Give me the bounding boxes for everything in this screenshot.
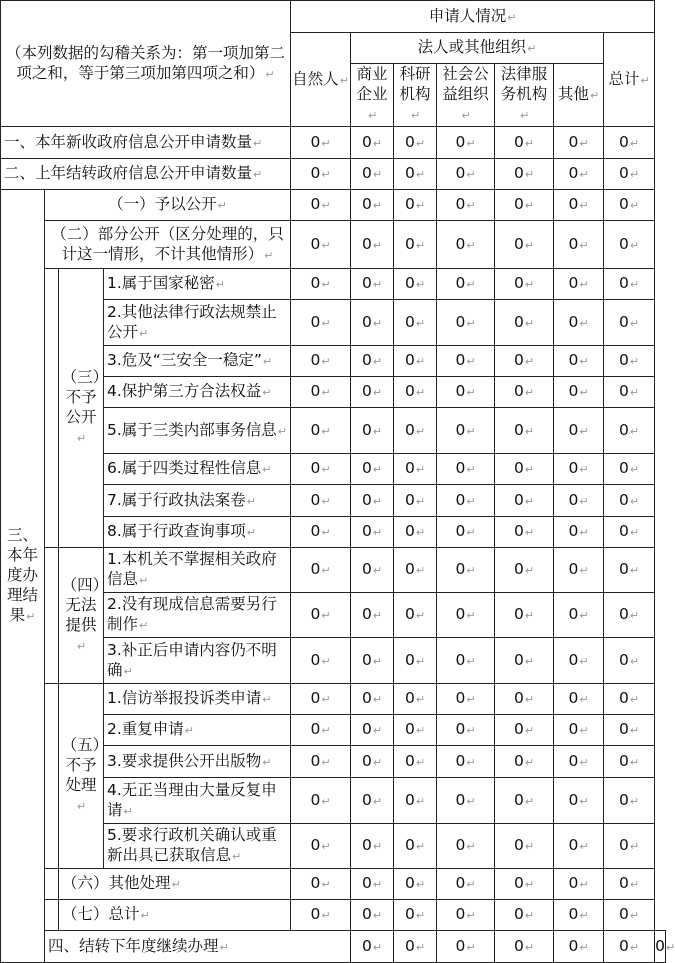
row-label-item: 5.属于三类内部事务信息↵	[104, 408, 291, 454]
value-cell-other: 0↵	[554, 454, 604, 485]
indent-cell	[45, 684, 59, 869]
value-cell-commercial: 0↵	[351, 190, 394, 221]
row-label-item: 4.保护第三方合法权益↵	[104, 377, 291, 408]
value-cell-legal-service: 0↵	[495, 684, 554, 715]
row-label-item: 4.无正当理由大量反复申请↵	[104, 778, 291, 824]
social-welfare-header: 社会公益组织↵	[437, 64, 495, 127]
value-cell-natural-person: 0↵	[291, 485, 351, 517]
value-cell-social-welfare: 0↵	[437, 377, 495, 408]
value-cell-total: 0↵	[604, 485, 655, 517]
value-cell-natural-person: 0↵	[291, 346, 351, 377]
value-cell-research: 0↵	[394, 900, 437, 931]
row-label-item: 1.本机关不掌握相关政府信息↵	[104, 548, 291, 593]
table-row	[1, 931, 666, 963]
value-cell-research: 0↵	[394, 300, 437, 346]
value-cell-other: 0↵	[554, 269, 604, 300]
value-cell-social-welfare: 0↵	[437, 715, 495, 746]
value-cell-total: 0↵	[655, 931, 666, 963]
value-cell-commercial: 0↵	[351, 684, 394, 715]
value-cell-commercial: 0↵	[351, 127, 394, 159]
value-cell-research: 0↵	[394, 346, 437, 377]
row-label-item: 2.重复申请↵	[104, 715, 291, 746]
value-cell-social-welfare: 0↵	[437, 485, 495, 517]
row-label-subtotal: （七）总计↵	[59, 900, 291, 931]
row-label-item: 1.信访举报投诉类申请↵	[104, 684, 291, 715]
value-cell-other: 0↵	[554, 300, 604, 346]
value-cell-social-welfare: 0↵	[437, 638, 495, 684]
row-label-new: 一、本年新收政府信息公开申请数量↵	[1, 127, 291, 159]
value-cell-natural-person: 0↵	[291, 869, 351, 900]
value-cell-legal-service: 0↵	[495, 159, 554, 190]
value-cell-research: 0↵	[394, 221, 437, 269]
value-cell-natural-person: 0↵	[291, 593, 351, 638]
value-cell-social-welfare: 0↵	[437, 190, 495, 221]
row-label-carry-forward: 四、结转下年度继续办理↵	[45, 931, 351, 963]
value-cell-other: 0↵	[554, 221, 604, 269]
value-cell-other: 0↵	[554, 190, 604, 221]
value-cell-natural-person: 0↵	[291, 300, 351, 346]
value-cell-legal-service: 0↵	[495, 824, 554, 869]
value-cell-natural-person: 0↵	[291, 778, 351, 824]
value-cell-other: 0↵	[554, 127, 604, 159]
value-cell-research: 0↵	[394, 715, 437, 746]
value-cell-research: 0↵	[394, 408, 437, 454]
value-cell-legal-service: 0↵	[495, 127, 554, 159]
value-cell-legal-service: 0↵	[495, 548, 554, 593]
value-cell-natural-person: 0↵	[291, 900, 351, 931]
value-cell-social-welfare: 0↵	[437, 778, 495, 824]
row-label-item: 5.要求行政机关确认或重新出具已获取信息↵	[104, 824, 291, 869]
table-row	[1, 869, 666, 900]
value-cell-legal-service: 0↵	[495, 638, 554, 684]
row-label-other-processing: （六）其他处理↵	[59, 869, 291, 900]
value-cell-social-welfare: 0↵	[437, 454, 495, 485]
row-label-disclosed: （一）予以公开↵	[45, 190, 291, 221]
value-cell-commercial: 0↵	[351, 377, 394, 408]
value-cell-legal-service: 0↵	[495, 517, 554, 548]
commercial-header: 商业企业↵	[351, 64, 394, 127]
value-cell-other: 0↵	[554, 684, 604, 715]
value-cell-other: 0↵	[554, 638, 604, 684]
value-cell-natural-person: 0↵	[291, 221, 351, 269]
legal-group-header: 法人或其他组织↵	[351, 33, 604, 64]
value-cell-legal-service: 0↵	[495, 454, 554, 485]
not-disclosed-label: （三）不予公开↵	[59, 269, 104, 548]
row-label-item: 2.其他法律行政法规禁止公开↵	[104, 300, 291, 346]
value-cell-commercial: 0↵	[351, 300, 394, 346]
value-cell-social-welfare: 0↵	[437, 408, 495, 454]
value-cell-social-welfare: 0↵	[437, 593, 495, 638]
table-row	[1, 190, 666, 221]
value-cell-social-welfare: 0↵	[437, 159, 495, 190]
row-label-item: 7.属于行政执法案卷↵	[104, 485, 291, 517]
value-cell-other: 0↵	[554, 485, 604, 517]
value-cell-total: 0↵	[604, 300, 655, 346]
value-cell-natural-person: 0↵	[291, 548, 351, 593]
value-cell-commercial: 0↵	[351, 746, 394, 778]
value-cell-research: 0↵	[394, 638, 437, 684]
value-cell-social-welfare: 0↵	[437, 684, 495, 715]
value-cell-natural-person: 0↵	[291, 159, 351, 190]
value-cell-other: 0↵	[604, 931, 655, 963]
value-cell-total: 0↵	[604, 517, 655, 548]
indent-cell	[45, 869, 59, 900]
other-header: 其他↵	[554, 64, 604, 127]
value-cell-legal-service: 0↵	[495, 190, 554, 221]
value-cell-natural-person: 0↵	[291, 638, 351, 684]
value-cell-total: 0↵	[604, 684, 655, 715]
table-row	[1, 269, 666, 300]
value-cell-commercial: 0↵	[351, 485, 394, 517]
table-row	[1, 221, 666, 269]
value-cell-total: 0↵	[604, 638, 655, 684]
value-cell-other: 0↵	[554, 824, 604, 869]
value-cell-other: 0↵	[554, 408, 604, 454]
value-cell-legal-service: 0↵	[495, 221, 554, 269]
value-cell-other: 0↵	[554, 593, 604, 638]
value-cell-research: 0↵	[394, 159, 437, 190]
value-cell-natural-person: 0↵	[291, 408, 351, 454]
value-cell-research: 0↵	[394, 778, 437, 824]
value-cell-other: 0↵	[554, 746, 604, 778]
value-cell-natural-person: 0↵	[291, 746, 351, 778]
table-row	[1, 900, 666, 931]
row-label-item: 3.补正后申请内容仍不明确↵	[104, 638, 291, 684]
value-cell-commercial: 0↵	[351, 269, 394, 300]
value-cell-total: 0↵	[604, 869, 655, 900]
value-cell-social-welfare: 0↵	[437, 127, 495, 159]
value-cell-total: 0↵	[604, 408, 655, 454]
indent-cell	[45, 269, 59, 548]
value-cell-commercial: 0↵	[351, 517, 394, 548]
value-cell-legal-service: 0↵	[495, 778, 554, 824]
value-cell-research: 0↵	[394, 269, 437, 300]
row-label-item: 2.没有现成信息需要另行制作↵	[104, 593, 291, 638]
value-cell-research: 0↵	[394, 824, 437, 869]
value-cell-research: 0↵	[394, 869, 437, 900]
value-cell-natural-person: 0↵	[291, 454, 351, 485]
value-cell-social-welfare: 0↵	[495, 931, 554, 963]
value-cell-total: 0↵	[604, 190, 655, 221]
indent-cell	[45, 548, 59, 684]
value-cell-natural-person: 0↵	[291, 377, 351, 408]
row-label-item: 3.危及“三安全一稳定”↵	[104, 346, 291, 377]
value-cell-legal-service: 0↵	[495, 869, 554, 900]
value-cell-natural-person: 0↵	[291, 269, 351, 300]
value-cell-natural-person: 0↵	[351, 931, 394, 963]
value-cell-social-welfare: 0↵	[437, 517, 495, 548]
value-cell-legal-service: 0↵	[495, 746, 554, 778]
table-row	[1, 548, 666, 593]
value-cell-other: 0↵	[554, 346, 604, 377]
value-cell-social-welfare: 0↵	[437, 221, 495, 269]
row-label-item: 1.属于国家秘密↵	[104, 269, 291, 300]
table-row	[1, 684, 666, 715]
row-label-carried: 二、上年结转政府信息公开申请数量↵	[1, 159, 291, 190]
value-cell-social-welfare: 0↵	[437, 269, 495, 300]
value-cell-total: 0↵	[604, 746, 655, 778]
value-cell-other: 0↵	[554, 778, 604, 824]
total-header: 总计↵	[604, 33, 655, 127]
value-cell-total: 0↵	[604, 221, 655, 269]
value-cell-total: 0↵	[604, 548, 655, 593]
legal-service-header: 法律服务机构↵	[495, 64, 554, 127]
row-label-item: 3.要求提供公开出版物↵	[104, 746, 291, 778]
value-cell-legal-service: 0↵	[495, 485, 554, 517]
value-cell-legal-service: 0↵	[495, 269, 554, 300]
value-cell-other: 0↵	[554, 377, 604, 408]
value-cell-social-welfare: 0↵	[437, 300, 495, 346]
value-cell-commercial: 0↵	[394, 931, 437, 963]
value-cell-total: 0↵	[604, 377, 655, 408]
value-cell-legal-service: 0↵	[554, 931, 604, 963]
value-cell-research: 0↵	[394, 485, 437, 517]
value-cell-total: 0↵	[604, 454, 655, 485]
value-cell-commercial: 0↵	[351, 548, 394, 593]
value-cell-natural-person: 0↵	[291, 190, 351, 221]
value-cell-commercial: 0↵	[351, 869, 394, 900]
value-cell-legal-service: 0↵	[495, 300, 554, 346]
row-label-partial: （二）部分公开（区分处理的，只计这一情形，不计其他情形）↵	[45, 221, 291, 269]
research-header: 科研机构↵	[394, 64, 437, 127]
value-cell-commercial: 0↵	[351, 159, 394, 190]
value-cell-social-welfare: 0↵	[437, 346, 495, 377]
value-cell-total: 0↵	[604, 900, 655, 931]
value-cell-research: 0↵	[394, 593, 437, 638]
value-cell-total: 0↵	[604, 715, 655, 746]
value-cell-natural-person: 0↵	[291, 684, 351, 715]
value-cell-natural-person: 0↵	[291, 824, 351, 869]
value-cell-legal-service: 0↵	[495, 408, 554, 454]
value-cell-commercial: 0↵	[351, 900, 394, 931]
value-cell-other: 0↵	[554, 715, 604, 746]
value-cell-commercial: 0↵	[351, 778, 394, 824]
value-cell-total: 0↵	[604, 593, 655, 638]
value-cell-other: 0↵	[554, 869, 604, 900]
value-cell-total: 0↵	[604, 346, 655, 377]
value-cell-commercial: 0↵	[351, 638, 394, 684]
value-cell-research: 0↵	[394, 684, 437, 715]
value-cell-commercial: 0↵	[351, 408, 394, 454]
section-three-label: 三、本年度办理结果↵	[1, 190, 45, 963]
value-cell-research: 0↵	[394, 127, 437, 159]
applicant-header: 申请人情况↵	[291, 1, 655, 33]
value-cell-research: 0↵	[394, 377, 437, 408]
value-cell-natural-person: 0↵	[291, 517, 351, 548]
value-cell-commercial: 0↵	[351, 221, 394, 269]
value-cell-social-welfare: 0↵	[437, 824, 495, 869]
value-cell-natural-person: 0↵	[291, 715, 351, 746]
value-cell-other: 0↵	[554, 159, 604, 190]
value-cell-total: 0↵	[604, 159, 655, 190]
value-cell-commercial: 0↵	[351, 593, 394, 638]
indent-cell	[45, 900, 59, 931]
value-cell-legal-service: 0↵	[495, 346, 554, 377]
value-cell-research: 0↵	[394, 548, 437, 593]
value-cell-other: 0↵	[554, 548, 604, 593]
table-row	[1, 127, 666, 159]
value-cell-legal-service: 0↵	[495, 900, 554, 931]
value-cell-total: 0↵	[604, 269, 655, 300]
value-cell-research: 0↵	[394, 517, 437, 548]
value-cell-total: 0↵	[604, 778, 655, 824]
table-body	[1, 1, 675, 963]
value-cell-research: 0↵	[394, 190, 437, 221]
value-cell-legal-service: 0↵	[495, 377, 554, 408]
value-cell-commercial: 0↵	[351, 454, 394, 485]
value-cell-social-welfare: 0↵	[437, 869, 495, 900]
table-row	[1, 159, 666, 190]
value-cell-social-welfare: 0↵	[437, 548, 495, 593]
cannot-provide-label: （四）无法提供↵	[59, 548, 104, 684]
value-cell-total: 0↵	[604, 127, 655, 159]
not-processed-label: （五）不予处理↵	[59, 684, 104, 869]
row-label-item: 8.属于行政查询事项↵	[104, 517, 291, 548]
value-cell-commercial: 0↵	[351, 824, 394, 869]
corner-note-cell: （本列数据的勾稽关系为：第一项加第二项之和，等于第三项加第四项之和）↵	[1, 1, 291, 127]
value-cell-natural-person: 0↵	[291, 127, 351, 159]
value-cell-commercial: 0↵	[351, 346, 394, 377]
value-cell-research: 0↵	[394, 746, 437, 778]
value-cell-commercial: 0↵	[351, 715, 394, 746]
value-cell-other: 0↵	[554, 517, 604, 548]
value-cell-total: 0↵	[604, 824, 655, 869]
value-cell-research: 0↵	[394, 454, 437, 485]
value-cell-social-welfare: 0↵	[437, 746, 495, 778]
row-label-item: 6.属于四类过程性信息↵	[104, 454, 291, 485]
value-cell-social-welfare: 0↵	[437, 900, 495, 931]
value-cell-other: 0↵	[554, 900, 604, 931]
natural-person-header: 自然人↵	[291, 33, 351, 127]
value-cell-legal-service: 0↵	[495, 593, 554, 638]
value-cell-legal-service: 0↵	[495, 715, 554, 746]
value-cell-research: 0↵	[437, 931, 495, 963]
